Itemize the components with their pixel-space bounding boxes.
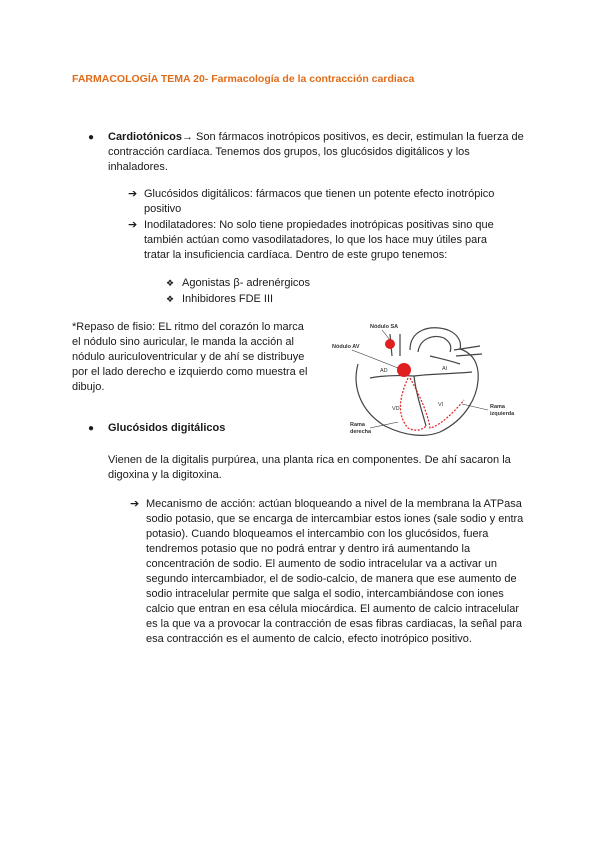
cardiotonicos-paragraph (108, 130, 528, 175)
label-vi: VI (438, 402, 444, 408)
glucosidos-heading: Glucósidos digitálicos (108, 422, 226, 434)
nodulo-av-dot (397, 363, 411, 377)
list-item-inhibidores (166, 292, 273, 307)
list-item-agonistas (166, 276, 310, 291)
diamond-bullet-icon: ❖ (166, 278, 175, 288)
list-item-glucosidos (88, 421, 225, 436)
label-rama-izq-1: Rama (490, 404, 505, 410)
page-title: FARMACOLOGÍA TEMA 20- Farmacología de la contracción cardiaca (72, 73, 415, 85)
aorta-inner (418, 337, 451, 352)
bullet-dot-icon: ● (88, 132, 95, 143)
repaso-fisio-note: *Repaso de fisio: EL ritmo del corazón lo marca el nódulo sino auricular, le manda la acción al nódulo auriculoventricular y de ahí se distribuye por el lado derecho e izquierdo como muestra el dibujo. (72, 321, 308, 393)
cardiotonicos-arrow: → (181, 131, 193, 143)
aorta-arch (410, 328, 461, 350)
rama-derecha-line (400, 378, 426, 430)
nodulo-sa-dot (385, 339, 395, 349)
pulmonary-vessel (454, 346, 482, 356)
cardiotonicos-text: Son fármacos inotrópicos positivos, es decir, estimulan la fuerza de contracción cardíaca. Tenemos dos grupos, los glucósidos digitálicos y los inhaladores. (108, 131, 524, 173)
list-item-cardiotonicos (88, 130, 528, 175)
label-rama-der-1: Rama (350, 422, 365, 428)
left-atrium (430, 356, 460, 364)
diamond-item-text: Inhibidores FDE III (182, 293, 274, 305)
list-item-inodilatadores (128, 218, 508, 263)
subitem-text: Inodilatadores: No solo tiene propiedades inotrópicas positivas sino que también actúan como vasodilatadores, lo que los hace muy útiles para tratar la insuficiencia cardíaca. Dentro de este grupo tenemos: (144, 219, 494, 261)
bullet-dot-icon: ● (88, 423, 95, 434)
label-ai: AI (442, 366, 448, 372)
cardiotonicos-term: Cardiotónicos (108, 131, 182, 143)
label-rama-der-2: derecha (350, 429, 372, 435)
label-nodulo-av: Nódulo AV (332, 344, 360, 350)
list-item-mecanismo (130, 497, 530, 647)
mecanismo-text: Mecanismo de acción: actúan bloqueando a nivel de la membrana la ATPasa sodio potasio, que se encarga de intercambiar estos iones (sale sodio y entra potasio). Cuando bloqueamos el intercambio con los glucósidos, fuera tendremos potasio que no podrá entrar y dentro irá aumentando la concentración de sodio. El aumento de sodio intracelular va a activar un segundo intercambiador, el de sodio-calcio, de manera que ese aumento de sodio intracelular permite que salga el sodio, intercambiándose con iones calcio que entran en esa célula miocárdica. El aumento de calcio intracelular es la que va a provocar la contracción de esas fibras cardiacas, la señal para esa contracción es el aumento de calcio, efecto inotrópico positivo. (146, 498, 524, 645)
septum (414, 376, 426, 426)
label-ad: AD (380, 368, 388, 374)
label-nodulo-sa: Nódulo SA (370, 324, 399, 330)
rama-izquierda-line (410, 378, 464, 428)
arrow-bullet-icon: ➔ (128, 219, 138, 231)
arrow-bullet-icon: ➔ (130, 498, 140, 510)
diamond-bullet-icon: ❖ (166, 294, 175, 304)
heart-conduction-diagram (330, 316, 530, 442)
list-item-glucosidos-def (128, 187, 508, 217)
diamond-item-text: Agonistas β- adrenérgicos (182, 277, 311, 289)
label-rama-izq-2: izquierda (490, 411, 515, 417)
arrow-bullet-icon: ➔ (128, 188, 138, 200)
label-vd: VD (392, 406, 400, 412)
glucosidos-paragraph: Vienen de la digitalis purpúrea, una planta rica en componentes. De ahí sacaron la digoxina y la digitoxina. (108, 454, 511, 481)
subitem-text: Glucósidos digitálicos: fármacos que tienen un potente efecto inotrópico positivo (144, 188, 495, 215)
